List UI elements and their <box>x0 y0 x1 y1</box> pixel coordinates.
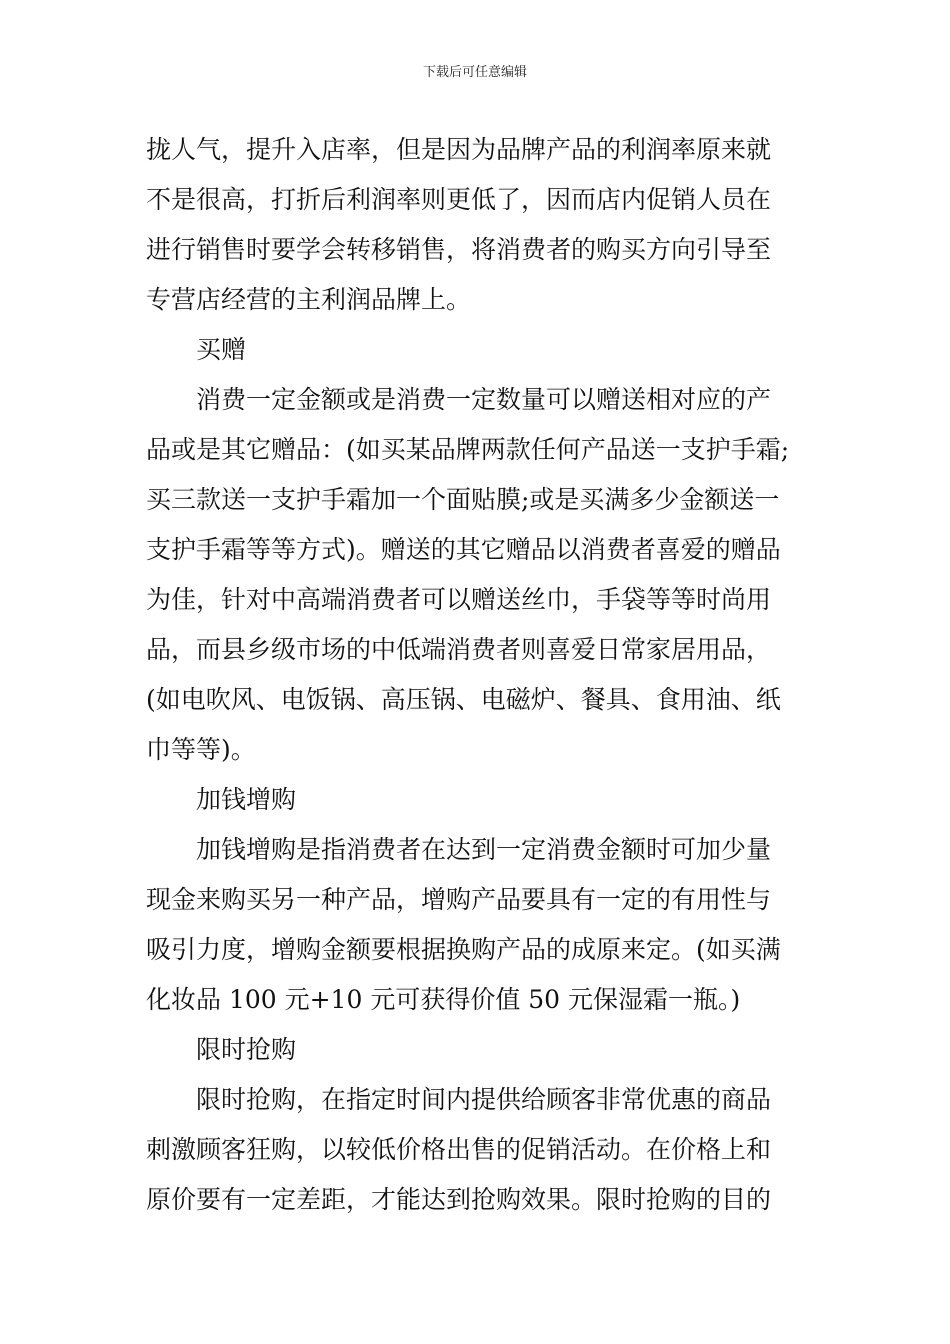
text-line: 拢人气，提升入店率，但是因为品牌产品的利润率原来就 <box>146 135 772 164</box>
text-line: 品或是其它赠品：(如买某品牌两款任何产品送一支护手霜; <box>146 435 790 464</box>
text-line: 专营店经营的主利润品牌上。 <box>146 285 472 314</box>
page-header: 下载后可任意编辑 <box>422 65 527 80</box>
document-body <box>146 125 811 1225</box>
text-line: 品，而县乡级市场的中低端消费者则喜爱日常家居用品， <box>146 635 772 664</box>
text-line: 化妆品 100 元+10 元可获得价值 50 元保湿霜一瓶。) <box>146 985 741 1014</box>
text-line: 吸引力度，增购金额要根据换购产品的成原来定。(如买满 <box>146 935 781 964</box>
text-line: 为佳，针对中高端消费者可以赠送丝巾，手袋等等时尚用 <box>146 585 772 614</box>
text-line: 加钱增购是指消费者在达到一定消费金额时可加少量 <box>196 835 772 864</box>
text-line: 消费一定金额或是消费一定数量可以赠送相对应的产 <box>196 385 772 414</box>
section-heading-buy-gift: 买赠 <box>196 335 247 364</box>
section-heading-add-money-purchase: 加钱增购 <box>196 785 297 814</box>
text-line: 限时抢购，在指定时间内提供给顾客非常优惠的商品 <box>196 1085 772 1114</box>
text-line: 巾等等)。 <box>146 735 256 764</box>
text-line: 刺激顾客狂购，以较低价格出售的促销活动。在价格上和 <box>146 1135 772 1164</box>
text-line: 买三款送一支护手霜加一个面贴膜;或是买满多少金额送一 <box>146 485 780 514</box>
section-heading-flash-sale: 限时抢购 <box>196 1035 297 1064</box>
text-line: 原价要有一定差距，才能达到抢购效果。限时抢购的目的 <box>146 1185 772 1214</box>
text-line: 不是很高，打折后利润率则更低了，因而店内促销人员在 <box>146 185 772 214</box>
text-line: 支护手霜等等方式)。赠送的其它赠品以消费者喜爱的赠品 <box>146 535 781 564</box>
text-line: 现金来购买另一种产品，增购产品要具有一定的有用性与 <box>146 885 772 914</box>
text-line: 进行销售时要学会转移销售，将消费者的购买方向引导至 <box>146 235 772 264</box>
text-line: (如电吹风、电饭锅、高压锅、电磁炉、餐具、食用油、纸 <box>146 685 781 714</box>
